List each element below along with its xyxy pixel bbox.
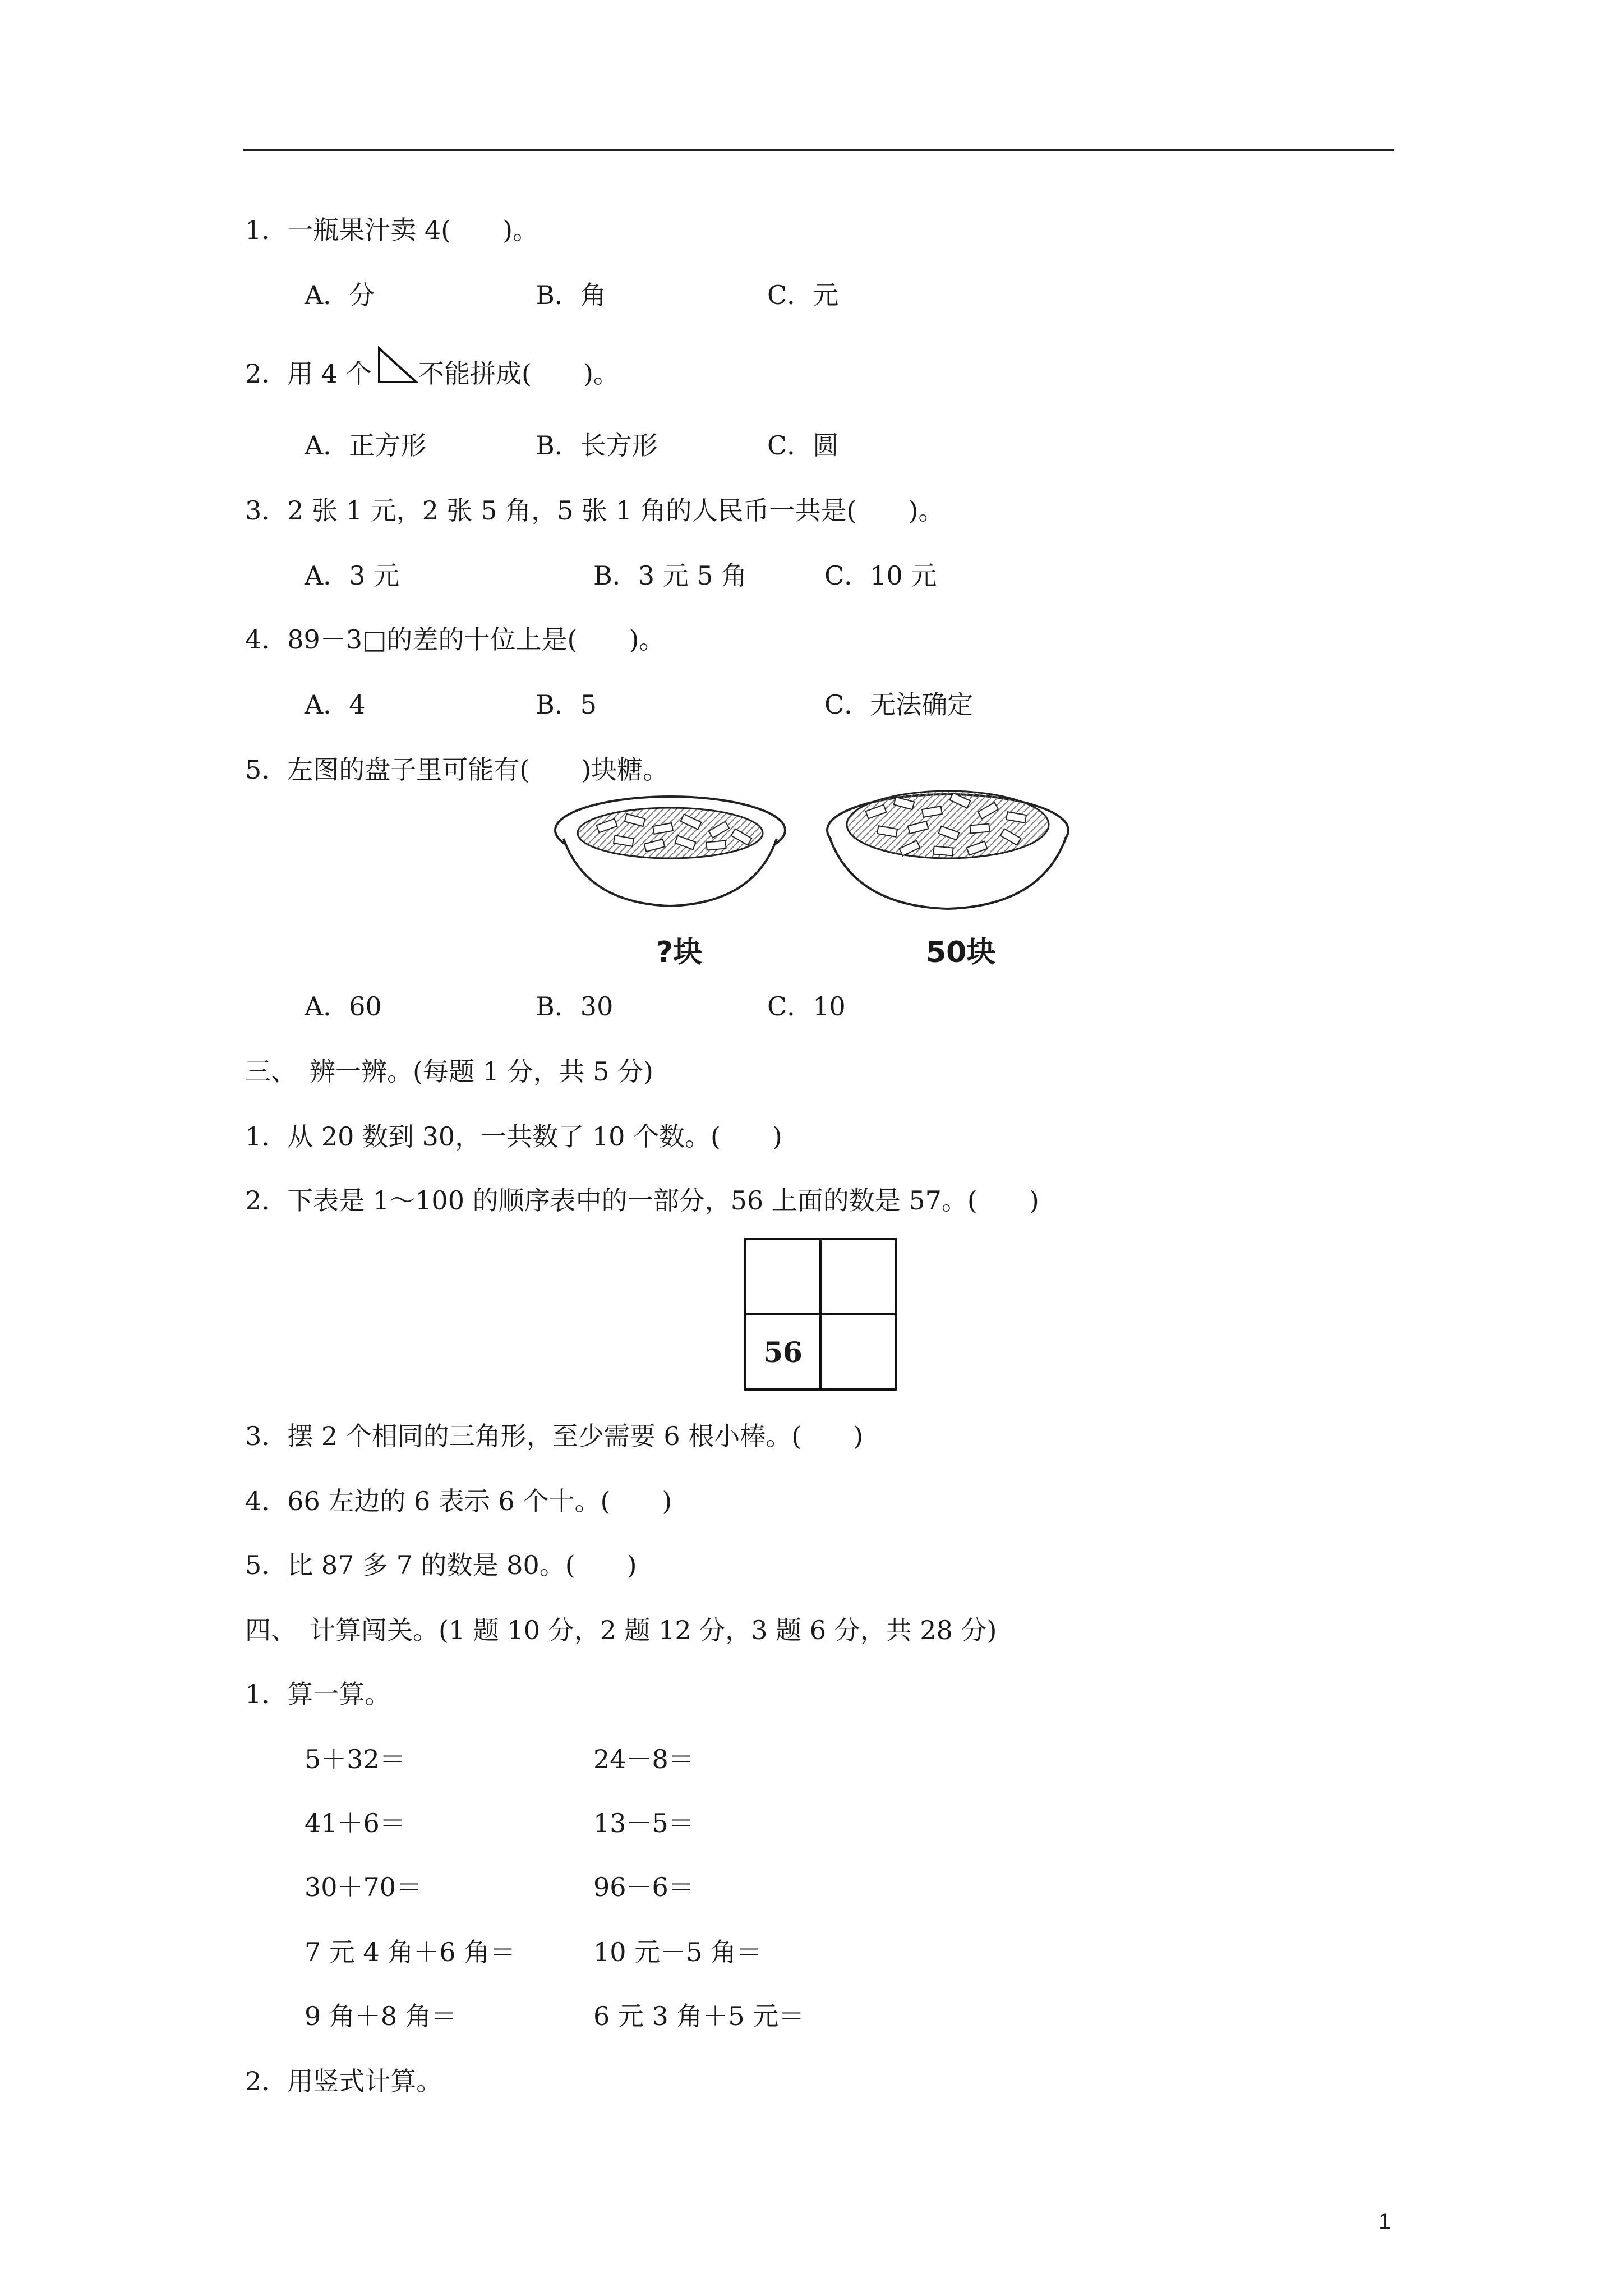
right-triangle-icon (377, 346, 418, 384)
q2-option-b: B．长方形 (536, 430, 658, 461)
candy-plates-illustration (552, 785, 1085, 970)
s3-item-4: 4．66 左边的 6 表示 6 个十。( ) (245, 1486, 672, 1516)
right-plate-label: 50块 (926, 936, 996, 969)
s3-item-1: 1．从 20 数到 30，一共数了 10 个数。( ) (245, 1121, 782, 1152)
q4-option-c: C．无法确定 (824, 689, 974, 720)
table-cell (745, 1239, 820, 1314)
candy-plates-drawing (552, 785, 1085, 920)
calc-item: 13－5＝ (593, 1808, 694, 1838)
section-3-title: 三、 辨一辨。(每题 1 分，共 5 分) (245, 1056, 653, 1087)
q1-option-c: C．元 (767, 280, 839, 310)
question-3-stem: 3．2 张 1 元，2 张 5 角，5 张 1 角的人民币一共是( )。 (245, 495, 944, 526)
calc-item: 30＋70＝ (305, 1872, 422, 1902)
calc-item: 24－8＝ (593, 1744, 694, 1774)
s3-item-2: 2．下表是 1～100 的顺序表中的一部分，56 上面的数是 57。( ) (245, 1185, 1039, 1216)
q5-option-a: A．60 (305, 991, 382, 1022)
section-4-title: 四、 计算闯关。(1 题 10 分，2 题 12 分，3 题 6 分，共 28 分) (245, 1615, 997, 1645)
q1-option-b: B．角 (536, 280, 606, 310)
question-2-stem-before: 2．用 4 个 (245, 358, 372, 389)
table-cell (820, 1239, 896, 1314)
table-cell (820, 1314, 896, 1389)
calc-item: 7 元 4 角＋6 角＝ (305, 1937, 516, 1967)
calc-item: 96－6＝ (593, 1872, 694, 1902)
question-2-stem-after: 不能拼成( )。 (418, 358, 619, 389)
q4-option-b: B．5 (536, 689, 597, 720)
header-rule (243, 149, 1394, 151)
s4-question-1: 1．算一算。 (245, 1679, 391, 1709)
q3-option-b: B．3 元 5 角 (593, 560, 748, 591)
left-plate-label: ?块 (656, 936, 703, 969)
question-1-stem: 1．一瓶果汁卖 4( )。 (245, 215, 539, 245)
q4-option-a: A．4 (305, 689, 366, 720)
s3-item-5: 5．比 87 多 7 的数是 80。( ) (245, 1550, 637, 1580)
calc-item: 41＋6＝ (305, 1808, 405, 1838)
left-plate (555, 797, 785, 906)
question-5-stem: 5．左图的盘子里可能有( )块糖。 (245, 754, 669, 785)
table-cell-56: 56 (745, 1314, 820, 1389)
s3-item-3: 3．摆 2 个相同的三角形，至少需要 6 根小棒。( ) (245, 1421, 864, 1451)
right-plate (827, 791, 1068, 909)
number-table (744, 1238, 897, 1391)
page-number: 1 (1378, 2209, 1391, 2234)
q2-option-c: C．圆 (767, 430, 839, 461)
question-4-stem: 4．89－3□的差的十位上是( )。 (245, 624, 665, 655)
calc-item: 9 角＋8 角＝ (305, 2001, 457, 2031)
q3-option-c: C．10 元 (824, 560, 937, 591)
q5-option-c: C．10 (767, 991, 846, 1022)
calc-item: 5＋32＝ (305, 1744, 405, 1774)
q5-option-b: B．30 (536, 991, 614, 1022)
q3-option-a: A．3 元 (305, 560, 400, 591)
q2-option-a: A．正方形 (305, 430, 427, 461)
s4-question-2: 2．用竖式计算。 (245, 2066, 442, 2096)
q1-option-a: A．分 (305, 280, 375, 310)
calc-item: 10 元－5 角＝ (593, 1937, 763, 1967)
calc-item: 6 元 3 角＋5 元＝ (593, 2001, 805, 2031)
